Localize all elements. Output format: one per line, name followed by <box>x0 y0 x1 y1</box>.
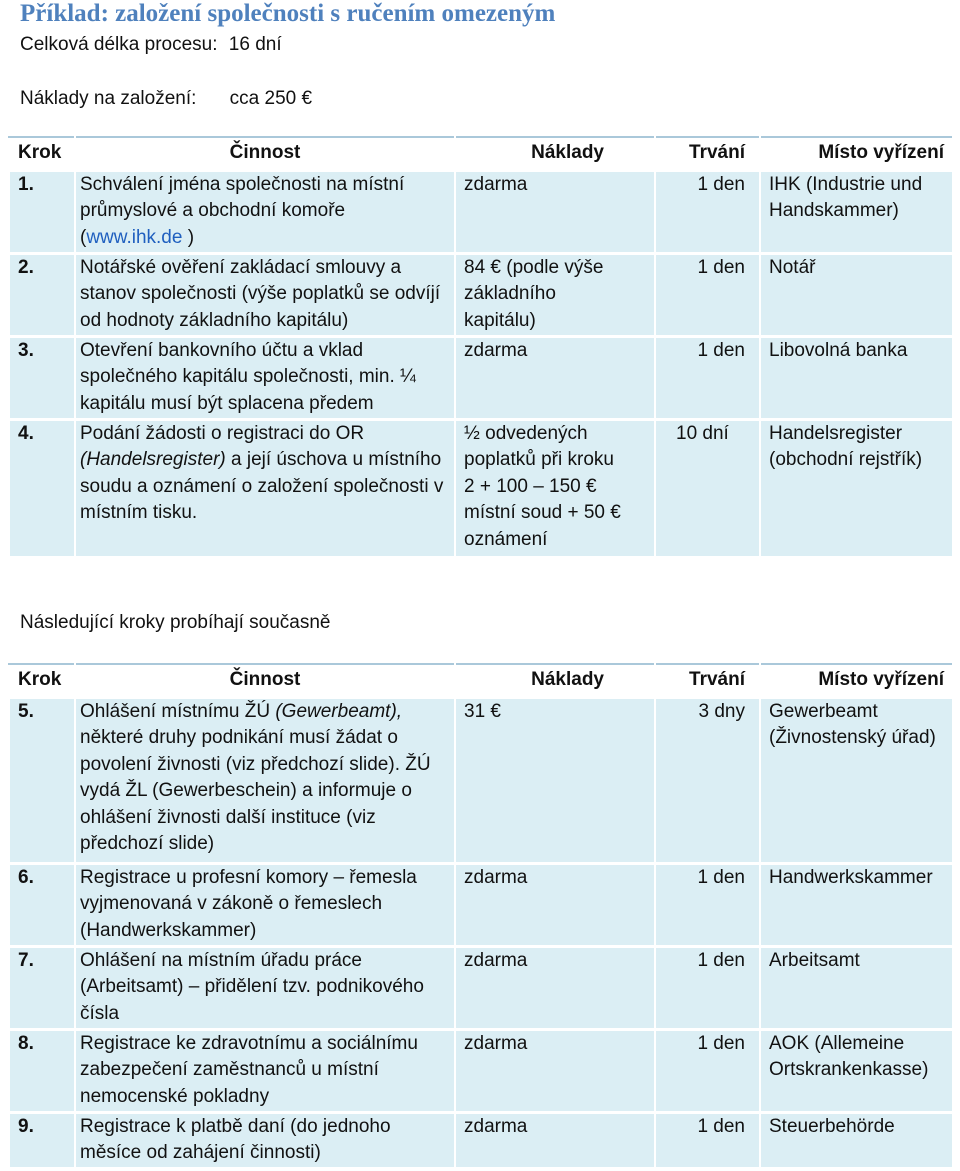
step-number: 3. <box>9 336 75 419</box>
step-cost: zdarma <box>455 1029 655 1112</box>
step-number: 7. <box>9 946 75 1029</box>
step-cost: zdarma <box>455 170 655 253</box>
table-row <box>9 336 953 419</box>
step-duration: 1 den <box>655 1029 760 1112</box>
activity-text: a její úschova u místního soudu a oznámení o založení společnosti v místním tisku. <box>80 449 444 523</box>
step-number: 2. <box>9 253 75 336</box>
step-activity: Ohlášení na místním úřadu práce (Arbeitsamt) – přidělení tzv. podnikového čísla <box>75 946 455 1029</box>
step-place: Handelsregister (obchodní rejstřík) <box>760 419 953 557</box>
step-number: 5. <box>9 697 75 863</box>
cost-line: 2 + 100 – 150 € <box>464 475 597 497</box>
step-number: 8. <box>9 1029 75 1112</box>
step-place: Handwerkskammer <box>760 863 953 946</box>
activity-text: Podání žádosti o registraci do OR <box>80 422 365 444</box>
step-activity: Registrace u profesní komory – řemesla vyjmenovaná v zákoně o řemeslech (Handwerkskammer) <box>75 863 455 946</box>
header-cinnost: Činnost <box>75 664 455 697</box>
header-trvani: Trvání <box>655 664 760 697</box>
table-row <box>9 170 953 253</box>
header-trvani: Trvání <box>655 137 760 170</box>
step-duration: 10 dní <box>655 419 760 557</box>
header-misto: Místo vyřízení <box>760 664 953 697</box>
step-duration: 1 den <box>655 946 760 1029</box>
step-cost: 84 € (podle výše základního kapitálu) <box>455 253 655 336</box>
step-duration: 1 den <box>655 863 760 946</box>
step-number: 9. <box>9 1112 75 1168</box>
step-activity: Registrace ke zdravotnímu a sociálnímu zabezpečení zaměstnanců u místní nemocenské pokladny <box>75 1029 455 1112</box>
table-row <box>9 419 953 557</box>
step-cost: zdarma <box>455 1112 655 1168</box>
step-number: 1. <box>9 170 75 253</box>
costs-value: cca 250 € <box>229 88 313 109</box>
step-activity <box>75 419 455 557</box>
activity-text: ) <box>182 226 195 248</box>
step-place: AOK (Allemeine Ortskrankenkasse) <box>760 1029 953 1112</box>
activity-text: některé druhy podnikání musí žádat o povolení živnosti (viz předchozí slide). ŽÚ vydá ŽL (Gewerbeschein) a informuje o ohlášení živnosti další instituce (viz předchozí slide) <box>80 727 431 854</box>
step-place: Gewerbeamt (Živnostenský úřad) <box>760 697 953 863</box>
concurrent-steps-note: Následující kroky probíhají současně <box>20 612 331 633</box>
activity-text: Schválení jména společnosti na místní průmyslové a obchodní komoře ( <box>80 173 405 248</box>
table-row <box>9 1112 953 1168</box>
activity-emphasis: (Gewerbeamt), <box>275 700 403 722</box>
step-duration: 3 dny <box>655 697 760 863</box>
step-cost <box>455 419 655 557</box>
header-krok: Krok <box>9 137 75 170</box>
step-cost: zdarma <box>455 946 655 1029</box>
activity-emphasis: (Handelsregister) <box>80 449 226 470</box>
header-cinnost: Činnost <box>75 137 455 170</box>
steps-table-1 <box>8 136 954 558</box>
header-misto: Místo vyřízení <box>760 137 953 170</box>
step-cost: zdarma <box>455 336 655 419</box>
step-cost: zdarma <box>455 863 655 946</box>
duration-label: Celková délka procesu: <box>20 34 218 55</box>
step-place: Steuerbehörde <box>760 1112 953 1168</box>
costs-label: Náklady na založení: <box>20 88 197 109</box>
costs-line <box>20 88 312 110</box>
cost-line: ½ odvedených poplatků při kroku <box>464 422 614 470</box>
step-place: Notář <box>760 253 953 336</box>
step-activity: Notářské ověření zakládací smlouvy a stanov společnosti (výše poplatků se odvíjí od hodnoty základního kapitálu) <box>75 253 455 336</box>
ihk-link[interactable]: www.ihk.de <box>86 226 183 248</box>
step-activity <box>75 170 455 253</box>
step-duration: 1 den <box>655 336 760 419</box>
cost-line: místní soud + 50 € oznámení <box>464 502 621 550</box>
table-row <box>9 253 953 336</box>
table-header-row <box>9 137 953 170</box>
table-row <box>9 697 953 863</box>
step-duration: 1 den <box>655 253 760 336</box>
step-activity: Otevření bankovního účtu a vklad společného kapitálu společnosti, min. ¼ kapitálu musí být splacena předem <box>75 336 455 419</box>
duration-line <box>20 34 282 56</box>
header-naklady: Náklady <box>455 664 655 697</box>
step-activity: Registrace k platbě daní (do jednoho měsíce od zahájení činnosti) <box>75 1112 455 1168</box>
step-cost: 31 € <box>455 697 655 863</box>
activity-text: Ohlášení místnímu ŽÚ <box>80 700 276 722</box>
table-row <box>9 946 953 1029</box>
step-number: 6. <box>9 863 75 946</box>
page-title: Příklad: založení společnosti s ručením omezeným <box>20 0 556 27</box>
header-krok: Krok <box>9 664 75 697</box>
step-place: Arbeitsamt <box>760 946 953 1029</box>
duration-value: 16 dní <box>228 34 282 55</box>
table-row <box>9 863 953 946</box>
step-number: 4. <box>9 419 75 557</box>
steps-table-2 <box>8 663 954 1169</box>
table-row <box>9 1029 953 1112</box>
step-activity <box>75 697 455 863</box>
step-duration: 1 den <box>655 170 760 253</box>
step-place: Libovolná banka <box>760 336 953 419</box>
header-naklady: Náklady <box>455 137 655 170</box>
step-place: IHK (Industrie und Handskammer) <box>760 170 953 253</box>
step-duration: 1 den <box>655 1112 760 1168</box>
table-header-row <box>9 664 953 697</box>
